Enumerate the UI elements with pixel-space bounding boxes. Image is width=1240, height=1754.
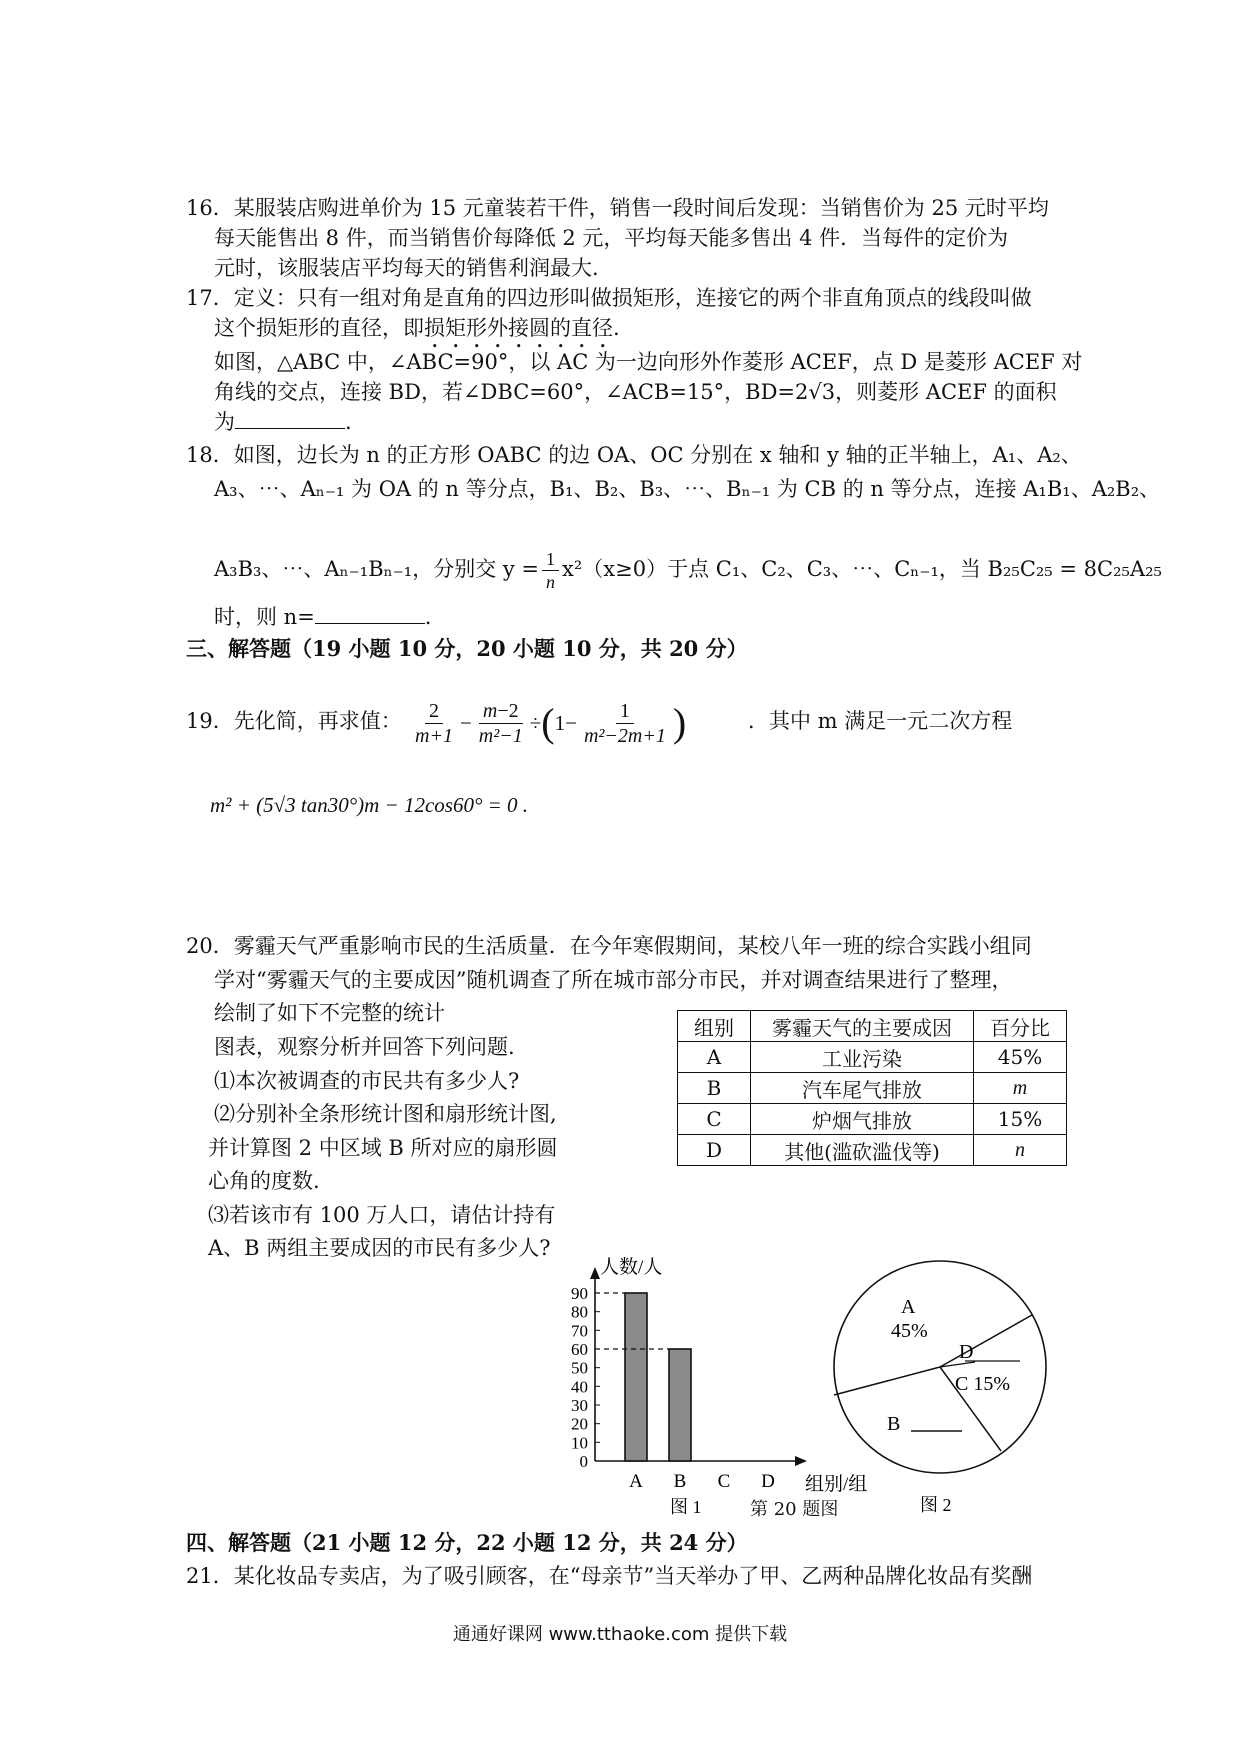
figure-caption: 图 2 [920,1495,952,1515]
x-tick-label: A [629,1471,643,1492]
table-cell: A [678,1042,751,1073]
table-cell: D [678,1135,751,1166]
section-4-heading: 四、解答题（21 小题 12 分，22 小题 12 分，共 24 分） [186,1530,748,1555]
fraction: $\frac{m-2}{\text{m²−1}}$ [478,699,523,747]
section-3-heading: 三、解答题（19 小题 10 分，20 小题 10 分，共 20 分） [186,636,748,661]
q20-line6: ⑵分别补全条形统计图和扇形统计图, [214,1102,557,1126]
y-tick-label: 80 [571,1302,588,1322]
table-cell: n [974,1135,1067,1166]
pie-boundary-line [940,1315,1032,1367]
q17-line2: 这个损矩形的直径，即损矩形外接圆的直径. [214,316,620,340]
q19-equation: m² + (5√3 tan30°)m − 12cos60° = 0 . [210,793,529,817]
q18-line1: 18．如图，边长为 n 的正方形 OABC 的边 OA、OC 分别在 x 轴和 y 轴的正半轴上，A₁、A₂、 [186,443,1082,467]
y-tick-label: 40 [571,1377,588,1397]
y-tick-label: 60 [571,1340,588,1359]
figure-caption: 图 1 [670,1497,702,1515]
x-axis-label: 组别/组 [805,1474,868,1495]
answer-blank [315,603,425,624]
y-tick-label: 10 [571,1433,588,1453]
fraction: $\frac{1}{\text{m²−2m+1}}$ [583,699,666,747]
table-row [678,1104,1067,1135]
bar-b [669,1349,691,1461]
q18-line2: A₃、⋯、Aₙ₋₁ 为 OA 的 n 等分点，B₁、B₂、B₃、⋯、Bₙ₋₁ 为 CB 的 n 等分点，连接 A₁B₁、A₂B₂、 [214,477,1161,501]
q17-line4: 角线的交点，连接 BD，若∠DBC=60°，∠ACB=15°，BD=2√3，则菱形 ACEF 的面积 [214,380,1057,404]
table-row [678,1073,1067,1104]
q20-line8: 心角的度数. [208,1169,320,1193]
q20-line5: ⑴本次被调查的市民共有多少人? [214,1069,520,1093]
table-cell: 15% [974,1104,1067,1135]
x-tick-label: B [673,1471,687,1492]
table-cell: 炉烟气排放 [751,1104,974,1135]
pie-label-b: B [887,1413,901,1435]
table-cell: 其他(滥砍滥伐等) [751,1135,974,1166]
q17-line3: 如图，△ABC 中，∠ABC=90°，以 AC 为一边向形外作菱形 ACEF，点 D 是菱形 ACEF 对 [214,350,1083,374]
footer: 通通好课网 www.tthaoke.com 提供下载 [452,1624,788,1645]
q16-line3: 元时，该服装店平均每天的销售利润最大. [214,256,599,280]
pie-value-a: 45% [891,1320,928,1342]
x-tick-label: D [761,1471,775,1492]
q19-expression: $\frac{2}{m+1}$ − $\frac{m-2}{\text{m²−1}}$ ÷ ( 1− $\frac{1}{\text{m²−2m+1}}$ ) [408,690,686,756]
q17-line1: 17．定义：只有一组对角是直角的四边形叫做损矩形，连接它的两个非直角顶点的线段叫做 [186,286,1032,310]
q20-line3: 绘制了如下不完整的统计 [214,1001,445,1025]
table-cell: C [678,1104,751,1135]
pie-label-a: A [901,1296,916,1318]
table-header-row [678,1011,1067,1042]
y-tick-label: 70 [571,1321,588,1341]
table-row [678,1042,1067,1073]
table-cell: B [678,1073,751,1104]
table-row [678,1135,1067,1166]
q17-line5: 为 . [214,410,352,434]
q16-line1: 16．某服装店购进单价为 15 元童装若干件，销售一段时间后发现：当销售价为 25 元时平均 [186,196,1049,220]
q20-line7: 并计算图 2 中区域 B 所对应的扇形圆 [208,1136,558,1160]
bar-chart [550,1255,870,1515]
y-axis-label: 人数/人 [600,1257,663,1278]
y-tick-label: 30 [571,1396,588,1415]
q19-tail: ．其中 m 满足一元二次方程 [748,709,1013,733]
cause-table [677,1010,1067,1166]
y-tick-label: 90 [571,1284,588,1303]
pie-boundary-line [834,1367,940,1395]
pie-label-c: C 15% [955,1373,1010,1395]
table-header: 组别 [678,1011,751,1042]
q20-line9: ⑶若该市有 100 万人口，请估计持有 [208,1203,556,1227]
y-tick-label: 0 [579,1452,588,1471]
table-cell: 工业污染 [751,1042,974,1073]
q21-line1: 21．某化妆品专卖店，为了吸引顾客，在“母亲节”当天举办了甲、乙两种品牌化妆品有奖酬 [186,1564,1033,1588]
y-tick-label: 20 [571,1414,588,1434]
bar-a [625,1293,647,1461]
answer-blank [235,408,345,429]
x-tick-label: C [717,1471,731,1492]
figure-20-caption: 第 20 题图 [750,1499,839,1520]
table-header: 雾霾天气的主要成因 [751,1011,974,1042]
q20-line10: A、B 两组主要成因的市民有多少人? [208,1236,551,1260]
q20-line1: 20．雾霾天气严重影响市民的生活质量．在今年寒假期间，某校八年一班的综合实践小组同 [186,934,1032,958]
table-header: 百分比 [974,1011,1067,1042]
table-cell: 汽车尾气排放 [751,1073,974,1104]
q20-line2: 学对“雾霾天气的主要成因”随机调查了所在城市部分市民，并对调查结果进行了整理， [214,968,1013,992]
fraction: $\frac{2}{m+1}$ [415,699,453,747]
table-cell: 45% [974,1042,1067,1073]
q19-lead: 19．先化简，再求值： [186,709,402,733]
dotted-emphasis: 损矩形外接圆的直径 [424,316,613,340]
y-tick-label: 50 [571,1358,588,1378]
q18-line4: 时，则 n= . [214,605,432,629]
q16-line2: 每天能售出 8 件，而当销售价每降低 2 元，平均每天能多售出 4 件．当每件的定价为 [214,226,1009,250]
q18-line3: A₃B₃、⋯、Aₙ₋₁Bₙ₋₁，分别交 y = $\frac{1}{n}$ x²（x≥0）于点 C₁、C₂、C₃、⋯、Cₙ₋₁，当 B₂₅C₂₅ = 8C₂₅A₂₅ [214,549,1162,592]
pie-chart [825,1255,1055,1515]
x-axis-arrow [795,1456,807,1466]
q20-line4: 图表，观察分析并回答下列问题. [214,1035,515,1059]
y-axis-arrow [590,1267,600,1279]
pie-label-d: D [959,1341,974,1363]
fraction-1-over-n: $\frac{1}{n}$ [542,548,559,593]
table-cell: m [974,1073,1067,1104]
